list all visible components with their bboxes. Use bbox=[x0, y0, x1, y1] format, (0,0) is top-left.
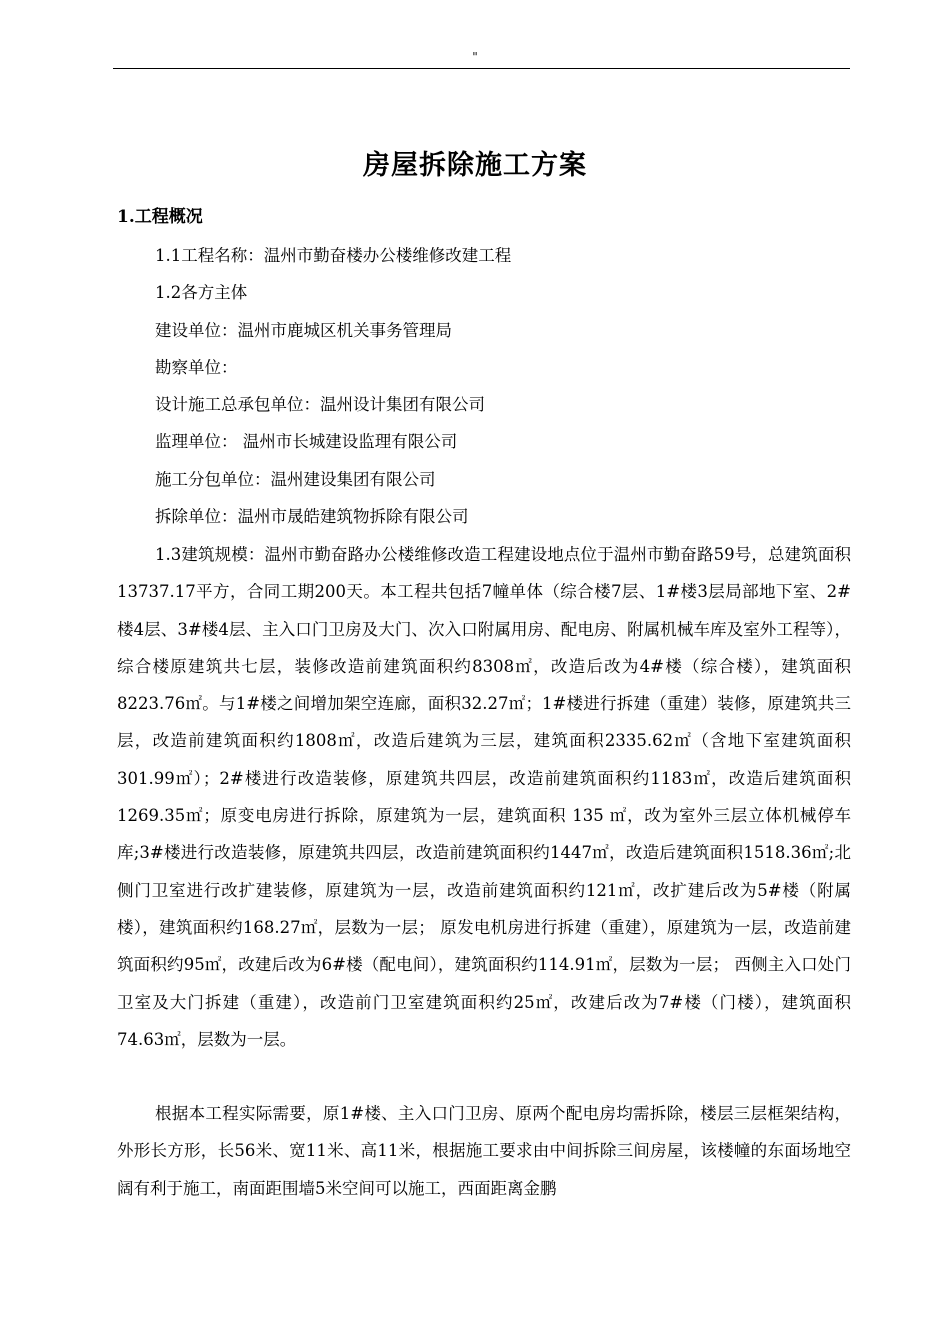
design-contractor-line: 设计施工总承包单位：温州设计集团有限公司 bbox=[155, 395, 485, 415]
header-mark: " bbox=[472, 50, 478, 64]
section-heading: 1.工程概况 bbox=[117, 207, 203, 227]
demolition-requirement-paragraph: 根据本工程实际需要，原1#楼、主入口门卫房、原两个配电房均需拆除，楼层三层框架结构，外形长方形，长56米、宽11米、高11米，根据施工要求由中间拆除三间房屋，该楼幢的东面场地空阔有利于施工，南面距围墙5米空间可以施工，西面距离金鹏 bbox=[117, 1104, 851, 1198]
header-rule bbox=[113, 68, 850, 69]
demolition-unit-line: 拆除单位：温州市晟皓建筑物拆除有限公司 bbox=[155, 507, 469, 527]
owner-line: 建设单位：温州市鹿城区机关事务管理局 bbox=[155, 320, 452, 340]
building-scale-paragraph: 1.3建筑规模：温州市勤奋路办公楼维修改造工程建设地点位于温州市勤奋路59号，总建筑面积13737.17平方，合同工期200天。本工程共包括7幢单体（综合楼7层、1#楼3层局部地下室、2#楼4层、3#楼4层、主入口门卫房及大门、次入口附属用房、配电房、附属机械车库及室外工程等），综合楼原建筑共七层，装修改造前建筑面积约8308㎡，改造后改为4#楼（综合楼），建筑面积8223.76㎡。与1#楼之间增加架空连廊，面积32.27㎡；1#楼进行拆建（重建）装修，原建筑共三层，改造前建筑面积约1808㎡，改造后建筑为三层，建筑面积2335.62㎡（含地下室建筑面积301.99㎡）；2#楼进行改造装修，原建筑共四层，改造前建筑面积约1183㎡，改造后建筑面积1269.35㎡；原变电房进行拆除，原建筑为一层，建筑面积 135 ㎡，改为室外三层立体机械停车库;3#楼进行改造装修，原建筑共四层，改造前建筑面积约1447㎡，改造后建筑面积1518.36㎡;北侧门卫室进行改扩建装修，原建筑为一层，改造前建筑面积约121㎡，改扩建后改为5#楼（附属楼），建筑面积约168.27㎡，层数为一层； 原发电机房进行拆建（重建），原建筑为一层，改造前建筑面积约95㎡，改建后改为6#楼（配电间），建筑面积约114.91㎡，层数为一层； 西侧主入口处门卫室及大门拆建（重建），改造前门卫室建筑面积约25㎡，改建后改为7#楼（门楼），建筑面积74.63㎡，层数为一层。 bbox=[117, 545, 851, 1049]
project-info-list bbox=[155, 237, 855, 535]
subcontractor-line: 施工分包单位：温州建设集团有限公司 bbox=[155, 469, 436, 489]
survey-unit-line: 勘察单位： bbox=[155, 357, 238, 377]
supervisor-line: 监理单位： 温州市长城建设监理有限公司 bbox=[155, 432, 458, 452]
project-name-line: 1.1工程名称：温州市勤奋楼办公楼维修改建工程 bbox=[155, 246, 512, 265]
document-title: 房屋拆除施工方案 bbox=[363, 150, 587, 181]
parties-heading-line: 1.2各方主体 bbox=[155, 283, 248, 303]
